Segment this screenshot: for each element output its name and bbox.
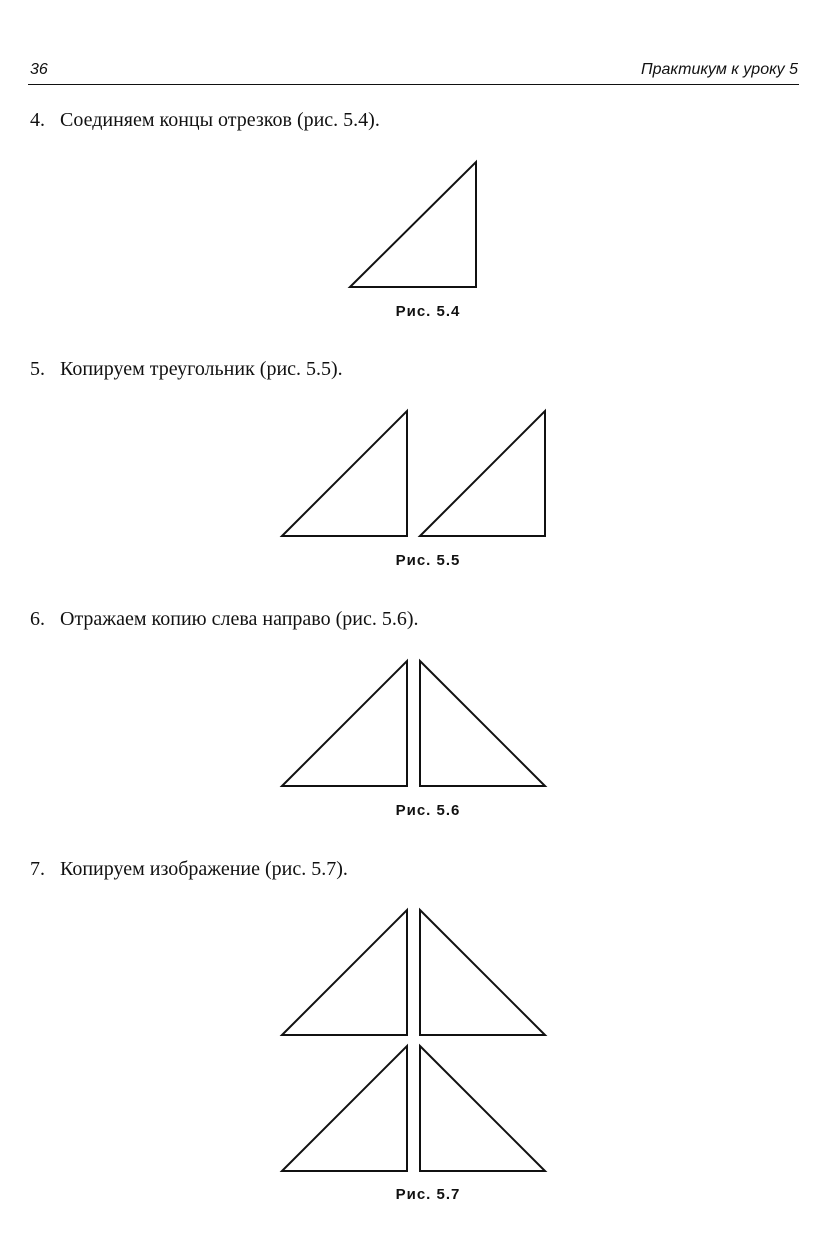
step-number: 5. [30,358,45,380]
triangle-top-right [420,910,545,1035]
step-text: Копируем изображение (рис. 5.7). [60,858,348,880]
figure-5-6 [0,655,827,795]
page-number: 36 [30,61,48,78]
figure-5-5 [0,405,827,545]
step-5 [30,357,343,381]
triangle-bottom-right [420,1046,545,1171]
step-text: Отражаем копию слева направо (рис. 5.6). [60,608,419,630]
triangle-right [420,411,545,536]
step-number: 7. [30,858,45,880]
triangle-mirrored [420,661,545,786]
step-text: Копируем треугольник (рис. 5.5). [60,358,343,380]
triangle-bottom-left [282,1046,407,1171]
step-number: 6. [30,608,45,630]
step-number: 4. [30,109,45,131]
figure-caption-5-7: Рис. 5.7 [395,1186,461,1203]
step-4 [30,108,380,132]
step-6 [30,607,418,631]
step-7 [30,857,348,881]
figure-5-4 [0,155,827,295]
triangle-left [282,411,407,536]
figure-caption-5-4: Рис. 5.4 [395,303,461,320]
figure-caption-5-5: Рис. 5.5 [395,552,461,569]
step-text: Соединяем концы отрезков (рис. 5.4). [60,109,380,131]
header-rule [28,84,799,85]
figure-caption-5-6: Рис. 5.6 [395,802,461,819]
triangle [350,162,476,287]
triangle-left [282,661,407,786]
running-title: Практикум к уроку 5 [640,61,798,78]
triangle-top-left [282,910,407,1035]
figure-5-7 [0,905,827,1185]
